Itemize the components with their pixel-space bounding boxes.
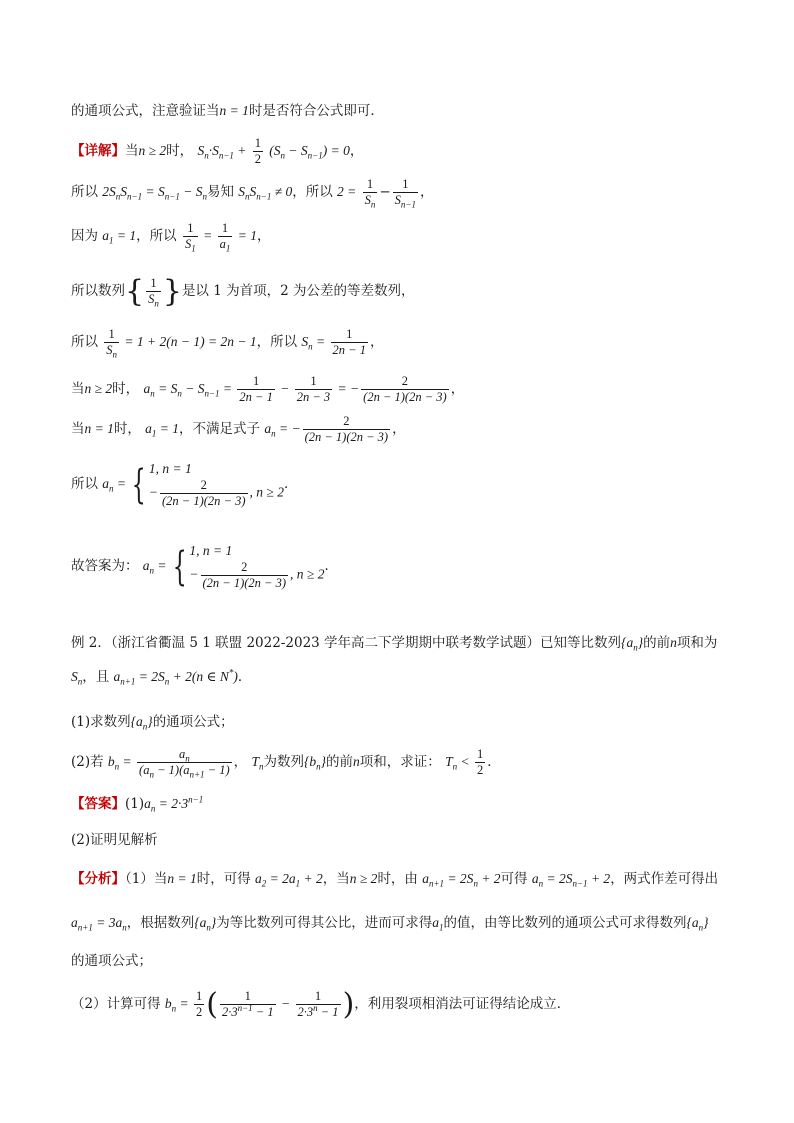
text: (1) — [125, 796, 145, 812]
math: $b_n$ = — [164, 996, 193, 1014]
text: ． — [487, 754, 501, 770]
math: $a_1 = 1$ — [102, 228, 137, 246]
math: $(S_n - S_{n-1}) = 0$ — [269, 143, 350, 161]
text-line-5 — [71, 273, 415, 309]
math: $S_n$ = — [301, 334, 329, 352]
text: 可得 — [500, 871, 528, 887]
text-line-18 — [71, 913, 709, 933]
text: ，所以 — [292, 184, 333, 200]
text: ． — [324, 558, 338, 574]
math: n ≥ 2 — [84, 381, 113, 396]
text: ，两式作差可得出 — [610, 871, 719, 887]
fraction: $\frac{1}{a_1}$ — [219, 221, 231, 254]
text: ，不满足式子 — [179, 421, 261, 437]
text: ， — [450, 381, 465, 397]
fraction: $\frac{1}{S_n}$ — [106, 327, 118, 360]
text: 时， — [112, 381, 140, 397]
math: $a_{n+1} = 3a_n$ — [71, 915, 127, 933]
text-line-16 — [71, 830, 158, 850]
fraction: $\frac{2}{(2n - 1)(2n - 3)}$ — [363, 374, 447, 404]
text: ，根据数列 — [126, 915, 195, 931]
text: 项和为 — [676, 635, 718, 651]
math: $\{a_n\}$ — [130, 714, 153, 732]
math: $T_n$ < — [445, 754, 473, 772]
text-line-14 — [71, 747, 501, 778]
text: 所以 — [71, 184, 98, 200]
math: 2 = — [337, 184, 357, 199]
math: $a_{n+1} = 2S_n + 2$ — [422, 871, 501, 889]
math: $S_n$ — [71, 669, 83, 687]
text: 所以 — [71, 334, 98, 350]
text: (1)求数列 — [71, 714, 131, 730]
math: $a_{n+1} = 2S_n + 2(n$ ∈ N*) — [113, 667, 238, 687]
text-line-6 — [71, 327, 383, 358]
text: 时是否符合公式即可． — [248, 103, 384, 119]
text: 的值，由等比数列的通项公式可求得数列 — [443, 915, 687, 931]
fraction: $\frac{1}{2n - 1}$ — [332, 327, 366, 357]
text: 的通项公式； — [71, 953, 152, 969]
math: = — [199, 228, 216, 243]
piecewise-cases: 1, n = 1 − $\frac{2}{(2n - 1)(2n - 3)}$ , n ≥ 2 — [189, 543, 325, 590]
fraction: $\frac{1}{2n - 3}$ — [296, 374, 331, 404]
math: $a_1 = 1$ — [145, 421, 180, 439]
math: $S_n\cdot S_{n-1}$ + — [197, 143, 247, 161]
text-line-9 — [71, 460, 297, 509]
fraction: $\frac{1}{S_{n-1}}$ — [394, 177, 416, 210]
math: n = 1 — [219, 103, 249, 118]
math: $b_n$ = — [107, 754, 136, 772]
text: ， — [419, 184, 434, 200]
text-line-1 — [71, 101, 384, 121]
fraction: $\frac{1}{S_n}$ — [364, 177, 376, 210]
text-line-20 — [71, 986, 571, 1022]
piecewise-cases: 1, n = 1 − $\frac{2}{(2n - 1)(2n - 3)}$ , n ≥ 2 — [148, 461, 284, 508]
math: = 1 + 2(n − 1) = 2n − 1 — [121, 334, 257, 349]
left-brace: { — [132, 461, 147, 508]
text: ，且 — [82, 669, 110, 685]
math: $a_n = 2\cdot 3^{n-1}$ — [144, 794, 204, 814]
text: 时，可得 — [196, 871, 251, 887]
math: $S_nS_{n-1} \ne 0$ — [238, 184, 293, 202]
text-line-3: 所以 $2S_nS_{n-1} = S_{n-1} - S_n$易知 $S_nS_{n-1} \ne 0$，所以 2 = $\frac{1}{S_n}$ − $\frac{1}{S_{n-1}}$ ， — [71, 177, 434, 210]
text: ， — [369, 334, 384, 350]
fraction: $\frac{1}{S_1}$ — [184, 221, 196, 254]
fraction: $\frac{a_n}{(a_n - 1)(a_{n+1} - 1)}$ — [139, 747, 230, 780]
text: 所以数列 — [71, 283, 125, 299]
math: $a_n = 2S_{n-1} + 2$ — [531, 871, 611, 889]
text: 是以 1 为首项，2 为公差的等差数列， — [181, 283, 415, 299]
analysis-tag: 【分析】 — [71, 871, 125, 887]
text-line-4 — [71, 221, 270, 252]
text: 当 — [71, 421, 85, 437]
text: ，所以 — [136, 228, 177, 244]
math: n — [670, 635, 677, 650]
text: 时， — [113, 421, 141, 437]
math: $\{b_n\}$ — [303, 754, 327, 772]
fraction: $\frac{1}{2}$ — [196, 989, 203, 1019]
math: $a_n$ = — [142, 558, 170, 576]
math: $\{a_n\}$ — [686, 915, 709, 933]
text: ，利用裂项相消法可证得结论成立． — [354, 996, 571, 1012]
text-line-8 — [71, 414, 406, 445]
text: ． — [237, 669, 252, 685]
text-line-10 — [71, 542, 338, 591]
text: 时， — [166, 143, 194, 159]
math: n = 1 — [84, 421, 114, 436]
math: − — [277, 996, 294, 1011]
text-line-11 — [71, 633, 717, 653]
text: 项和，求证： — [359, 754, 441, 770]
detail-tag: 【详解】 — [71, 143, 125, 159]
math: $a_n$ = − — [264, 421, 301, 439]
math: n ≥ 2 — [138, 143, 167, 158]
left-brace: { — [172, 543, 187, 590]
text-line-2 — [71, 136, 363, 167]
math: n ≥ 2 — [349, 871, 378, 886]
text: 当 — [71, 381, 85, 397]
text: 例 2．（浙江省衢温 5 1 联盟 2022-2023 学年高二下学期期中联考数学试题）已知等比数列 — [71, 635, 622, 651]
text-line-19 — [71, 951, 152, 971]
text: 的前 — [643, 635, 671, 651]
text: ，当 — [322, 871, 350, 887]
text: （2）计算可得 — [71, 996, 161, 1012]
text: 为等比数列可得其公比，进而可求得 — [216, 915, 433, 931]
text: 的通项公式； — [152, 714, 234, 730]
math: $a_2 = 2a_1 + 2$ — [255, 871, 323, 889]
fraction: $\frac{1}{2\cdot 3^{n-1} - 1}$ — [221, 989, 274, 1019]
text: ， — [233, 754, 248, 770]
right-paren: ) — [342, 986, 355, 1022]
text: 易知 — [206, 184, 234, 200]
answer-tag: 【答案】 — [71, 796, 125, 812]
text: （1）当 — [125, 871, 168, 887]
text: 时，由 — [377, 871, 418, 887]
text-line-17 — [71, 869, 718, 889]
text-line-12 — [71, 667, 251, 687]
math: $a_n$ = — [102, 476, 130, 494]
math: $\{a_n\}$ — [194, 915, 217, 933]
text: 因为 — [71, 228, 98, 244]
math: $T_n$ — [251, 754, 264, 772]
text-line-15 — [71, 794, 203, 814]
text: 故答案为： — [71, 558, 139, 574]
fraction: $\frac{1}{2n - 1}$ — [239, 374, 273, 404]
math: = − — [334, 381, 360, 396]
text-line-13 — [71, 712, 234, 732]
text: ， — [349, 143, 364, 159]
text: 当 — [125, 143, 139, 159]
text: 的通项公式，注意验证当 — [71, 103, 220, 119]
math: n — [353, 754, 360, 769]
fraction: $\frac{1}{2}$ — [254, 136, 261, 166]
text: 所以 — [71, 476, 98, 492]
text: ， — [256, 228, 271, 244]
text: ． — [283, 476, 298, 492]
math: $a_1$ — [432, 915, 444, 933]
math: $2S_nS_{n-1} = S_{n-1} - S_n$ — [102, 184, 207, 202]
text: 为数列 — [263, 754, 304, 770]
text: ，所以 — [256, 334, 298, 350]
math: $a_n = S_n - S_{n-1}$ = — [143, 381, 236, 399]
math: $\{a_n\}$ — [621, 635, 644, 653]
fraction: $\frac{2}{(2n - 1)(2n - 3)}$ — [304, 414, 389, 444]
fraction: $\frac{1}{2}$ — [476, 747, 484, 777]
text: 的前 — [326, 754, 354, 770]
math: n = 1 — [167, 871, 197, 886]
text: (2)若 — [71, 754, 104, 770]
text: (2)证明见解析 — [71, 832, 158, 848]
fraction: $\frac{1}{2\cdot 3^n - 1}$ — [297, 989, 339, 1019]
text: ， — [392, 421, 406, 437]
math: = 1 — [234, 228, 257, 243]
left-paren: ( — [206, 986, 218, 1022]
math: − — [276, 381, 293, 396]
text-line-7 — [71, 374, 464, 405]
set-braces: { $\frac{1}{S_n}$ } — [125, 273, 182, 309]
